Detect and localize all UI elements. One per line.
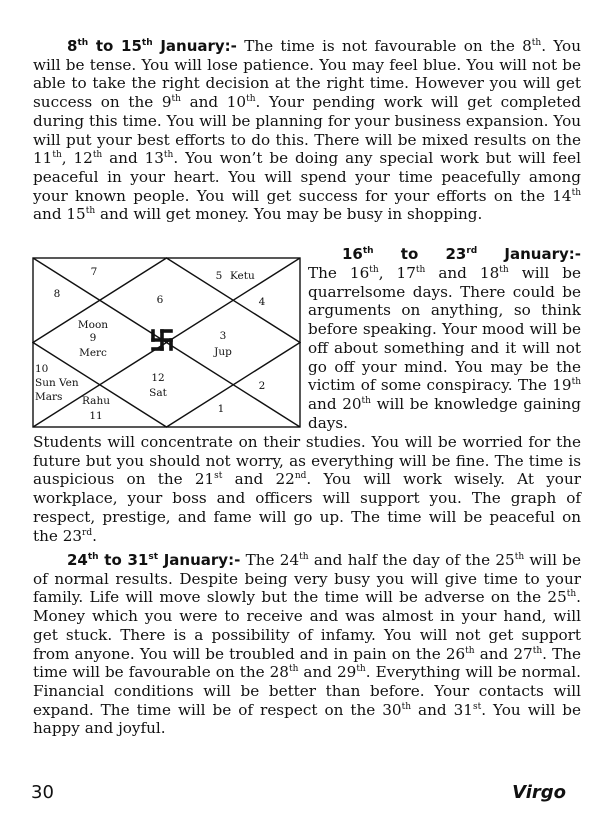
text-run: , 17	[378, 264, 416, 282]
text-run: . The time will be favourable on the 28	[33, 644, 581, 682]
text-run: . Everything will be normal. Financial conditions will be better than before. Your contacts will expand. The time will be of respect on the 30	[33, 663, 581, 719]
ordinal-suffix: rd	[82, 527, 93, 538]
text-run: and will get money. You may be busy in shopping.	[95, 205, 483, 224]
ordinal-suffix: th	[369, 265, 379, 275]
text-run: and 10	[180, 93, 247, 112]
ordinal-suffix: st	[214, 471, 223, 482]
house-8-label: 8	[53, 288, 61, 300]
text-run: The time is not favourable on the 8	[236, 37, 532, 55]
text-run: , 12	[61, 149, 93, 168]
paragraph-jan-16-23-side	[308, 264, 581, 432]
ordinal-suffix: st	[472, 701, 482, 712]
page-number: 30	[31, 782, 54, 803]
heading-jan-24-31: 24th to 31st January:-	[67, 551, 241, 569]
section-name: Virgo	[512, 782, 566, 803]
ordinal-suffix: th	[85, 206, 96, 217]
house-4-label: 4	[258, 296, 266, 308]
ordinal-suffix: th	[299, 552, 309, 562]
swastika-icon	[153, 331, 171, 349]
ordinal-suffix: th	[532, 645, 543, 656]
text-run: and 18	[425, 264, 500, 282]
house-9-label: 9	[89, 332, 97, 344]
ordinal-suffix: th	[163, 150, 174, 161]
text-run: will be knowledge gaining days.	[308, 394, 581, 432]
ordinal-suffix: th	[52, 150, 62, 161]
ordinal-suffix: th	[288, 664, 299, 675]
house-9-planet: Merc	[79, 347, 107, 359]
house-7-label: 7	[90, 266, 98, 278]
paragraph-body	[33, 551, 581, 737]
ordinal-suffix: th	[514, 552, 525, 562]
house-9-planet: Moon	[77, 319, 109, 331]
paragraph-jan-16-23-heading	[308, 245, 581, 264]
text-run: The 24	[240, 551, 300, 569]
ordinal-suffix: th	[246, 94, 256, 105]
text-run: The 16	[308, 264, 370, 282]
house-12-label: 12	[151, 372, 165, 384]
ordinal-suffix: th	[356, 664, 366, 675]
ordinal-suffix: th	[531, 38, 542, 48]
house-10-planets: Sun Ven	[35, 377, 79, 389]
ordinal-suffix: th	[465, 645, 475, 656]
ordinal-suffix: th	[566, 589, 577, 600]
house-11-planet: Rahu	[82, 395, 110, 407]
text-run: .	[92, 526, 97, 545]
paragraph-jan-24-31	[33, 551, 581, 738]
house-2-label: 2	[258, 380, 266, 392]
paragraph-jan-16-23-continued	[33, 433, 581, 545]
ordinal-suffix: nd	[294, 471, 307, 482]
ordinal-suffix: th	[571, 187, 581, 198]
text-run: and 22	[222, 470, 295, 489]
horoscope-chart	[32, 257, 301, 428]
ordinal-suffix: th	[571, 377, 581, 388]
house-5-planet: Ketu	[230, 270, 255, 282]
ordinal-suffix: th	[401, 701, 412, 712]
text-run: will be of normal results. Despite being very busy you will give time to your family. Life will move slowly but the time will be adverse on the 25	[33, 551, 582, 607]
text-run: and 13	[102, 149, 164, 168]
text-run: and 29	[298, 663, 357, 682]
house-10-planets: Mars	[35, 391, 63, 403]
ordinal-suffix: th	[361, 395, 371, 406]
text-run: and 15	[33, 205, 86, 224]
text-run: Students will concentrate on their studies. You will be worried for the future but you should not worry, as everything will be fine. The time is auspicious on the 21	[33, 433, 581, 489]
text-run: and half the day of the 25	[308, 551, 515, 569]
paragraph-body	[33, 433, 581, 545]
text-run: . You won’t be doing any special work but will feel peaceful in your heart. You will spend your time peacefully among your known people. You will get success for your efforts on the 14	[33, 149, 582, 205]
text-run: will be quarrelsome days. There could be arguments on anything, so think before speaking. Your mood will be off about something and it will not go off your mind. You may be the victim of some conspiracy. The 19	[308, 264, 582, 395]
paragraph-body	[33, 37, 581, 223]
house-12-planet: Sat	[149, 387, 167, 399]
ordinal-suffix: th	[92, 150, 103, 161]
house-10-label: 10	[35, 363, 49, 375]
house-3-planet: Jup	[214, 346, 232, 358]
house-6-label: 6	[156, 294, 164, 306]
house-11-label: 11	[89, 410, 103, 422]
house-5-label: 5	[215, 270, 223, 282]
heading-jan-8-15: 8th to 15th January:-	[67, 37, 237, 55]
paragraph-body	[308, 264, 581, 432]
text-run: . You will be tense. You will lose patience. You may feel blue. You will not be able to take the right decision at the right time. However you will get success on the 9	[33, 37, 581, 112]
text-run: . You will work wisely. At your workplace, your boss and officers will support you. The graph of respect, prestige, and fame will go up. The time will be peaceful on the 23	[33, 470, 581, 545]
house-3-label: 3	[219, 330, 227, 342]
text-run: . Your pending work will get completed during this time. You will be planning for your business expansion. You will put your best efforts to do this. There will be mixed results on the 11	[33, 93, 582, 168]
text-run: . Money which you were to receive and was almost in your hand, will get stuck. There is a possibility of infamy. You will not get support from anyone. You will be troubled and in pain on the 26	[33, 588, 581, 663]
paragraph-jan-8-15	[33, 37, 581, 224]
ordinal-suffix: th	[171, 94, 181, 105]
heading-jan-16-23: 16th to 23rd January:-	[342, 245, 581, 263]
text-run: and 27	[474, 644, 533, 663]
ordinal-suffix: th	[415, 265, 426, 275]
text-run: . You will be happy and joyful.	[33, 700, 581, 738]
house-1-label: 1	[217, 403, 225, 415]
text-run: and 31	[411, 700, 473, 719]
text-run: and 20	[308, 394, 362, 413]
ordinal-suffix: th	[499, 265, 509, 275]
